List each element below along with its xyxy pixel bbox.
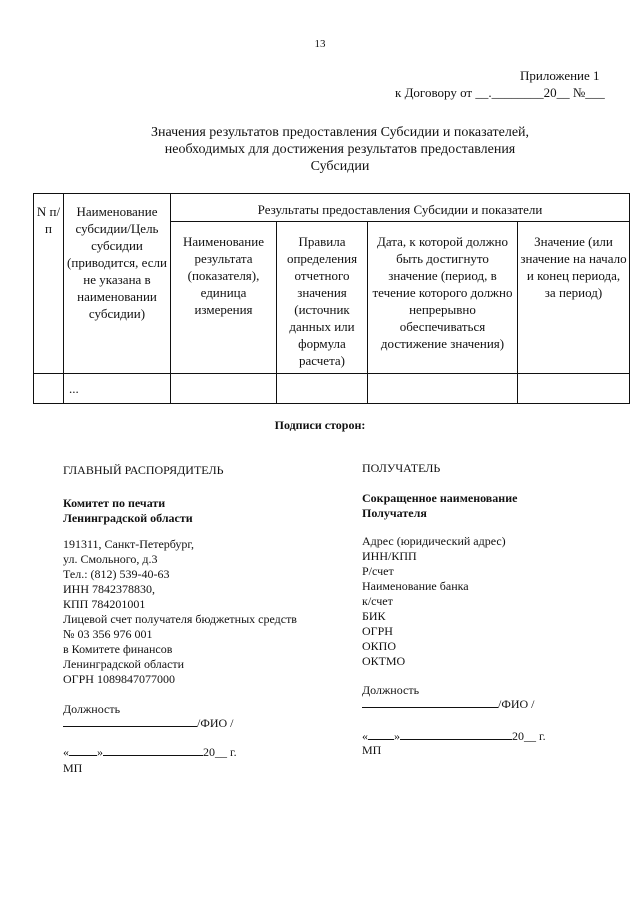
results-table	[33, 193, 630, 404]
right-month-blank	[400, 728, 512, 740]
left-fio-line	[63, 715, 233, 731]
left-detail-line: № 03 356 976 001	[63, 627, 153, 641]
left-date-year: 20__ г.	[203, 745, 237, 759]
left-date-mid: »	[97, 745, 103, 759]
right-detail-line: Наименование банка	[362, 579, 469, 593]
right-detail-line: БИК	[362, 609, 386, 623]
left-detail-line: Ленинградской области	[63, 657, 185, 671]
header-result-name: Наименование результата (показателя), единица измерения	[171, 222, 277, 374]
right-org-line-2: Получателя	[362, 506, 427, 520]
right-stamp: МП	[362, 743, 382, 757]
header-date: Дата, к которой должно быть достигнуто значение (период, в течение которого должно непрерывно обеспечиваться достижение значения)	[368, 222, 518, 374]
document-title	[60, 124, 620, 175]
page-number: 13	[314, 38, 326, 50]
right-date-year: 20__ г.	[512, 729, 546, 743]
right-date-line	[362, 728, 546, 744]
appendix-contract-ref: к Договору от __.________20__ №___	[395, 85, 605, 100]
right-signature-blank	[362, 696, 498, 708]
right-detail-line: Адрес (юридический адрес)	[362, 534, 506, 548]
left-detail-line: КПП 784201001	[63, 597, 146, 611]
left-position-label: Должность	[63, 702, 121, 716]
right-role: ПОЛУЧАТЕЛЬ	[362, 461, 441, 475]
table-cell-placeholder: ...	[64, 374, 171, 404]
left-detail-line: Лицевой счет получателя бюджетных средств	[63, 612, 297, 626]
left-date-line	[63, 744, 237, 760]
right-fio-label: /ФИО /	[498, 697, 535, 711]
left-detail-line: ОГРН 1089847077000	[63, 672, 175, 686]
title-line-1: Значения результатов предоставления Субсидии и показателей,	[150, 125, 530, 140]
title-line-2: необходимых для достижения результатов предоставления	[164, 142, 516, 157]
header-value: Значение (или значение на начало и конец периода, за период)	[518, 222, 630, 374]
right-position-label: Должность	[362, 683, 420, 697]
table-row	[34, 374, 630, 404]
left-detail-line: ИНН 7842378830,	[63, 582, 155, 596]
left-org-line-1: Комитет по печати	[63, 496, 166, 510]
left-date-open: «	[63, 745, 69, 759]
right-date-open: «	[362, 729, 368, 743]
right-org-line-1: Сокращенное наименование	[362, 491, 518, 505]
right-detail-line: к/счет	[362, 594, 393, 608]
header-subsidy-name: Наименование субсидии/Цель субсидии (приводится, если не указана в наименовании субсидии)	[64, 194, 171, 374]
left-signature-blank	[63, 715, 197, 727]
right-detail-line: ОКТМО	[362, 654, 406, 668]
header-num: N п/п	[34, 194, 64, 374]
table-cell	[171, 374, 277, 404]
right-detail-line: ИНН/КПП	[362, 549, 417, 563]
header-rules: Правила определения отчетного значения (источник данных или формула расчета)	[277, 222, 368, 374]
table-cell	[277, 374, 368, 404]
header-results-group: Результаты предоставления Субсидии и показатели	[171, 194, 630, 222]
right-detail-line: Р/счет	[362, 564, 394, 578]
left-fio-label: /ФИО /	[197, 716, 234, 730]
right-day-blank	[368, 728, 394, 740]
appendix-label: Приложение 1	[520, 68, 600, 83]
right-fio-line	[362, 696, 534, 712]
left-detail-line: Тел.: (812) 539-40-63	[63, 567, 170, 581]
right-details	[362, 534, 506, 669]
left-detail-line: 191311, Санкт-Петербург,	[63, 537, 194, 551]
table-cell	[34, 374, 64, 404]
left-detail-line: ул. Смольного, д.3	[63, 552, 158, 566]
right-detail-line: ОГРН	[362, 624, 393, 638]
title-line-3: Субсидии	[310, 159, 370, 174]
left-stamp: МП	[63, 761, 83, 775]
left-role: ГЛАВНЫЙ РАСПОРЯДИТЕЛЬ	[63, 463, 224, 477]
table-cell	[518, 374, 630, 404]
table-cell	[368, 374, 518, 404]
left-month-blank	[103, 744, 203, 756]
left-day-blank	[69, 744, 97, 756]
right-date-mid: »	[394, 729, 400, 743]
left-detail-line: в Комитете финансов	[63, 642, 173, 656]
right-detail-line: ОКПО	[362, 639, 397, 653]
signatures-title: Подписи сторон:	[274, 418, 366, 432]
left-details	[63, 537, 297, 687]
left-org-line-2: Ленинградской области	[63, 511, 193, 525]
